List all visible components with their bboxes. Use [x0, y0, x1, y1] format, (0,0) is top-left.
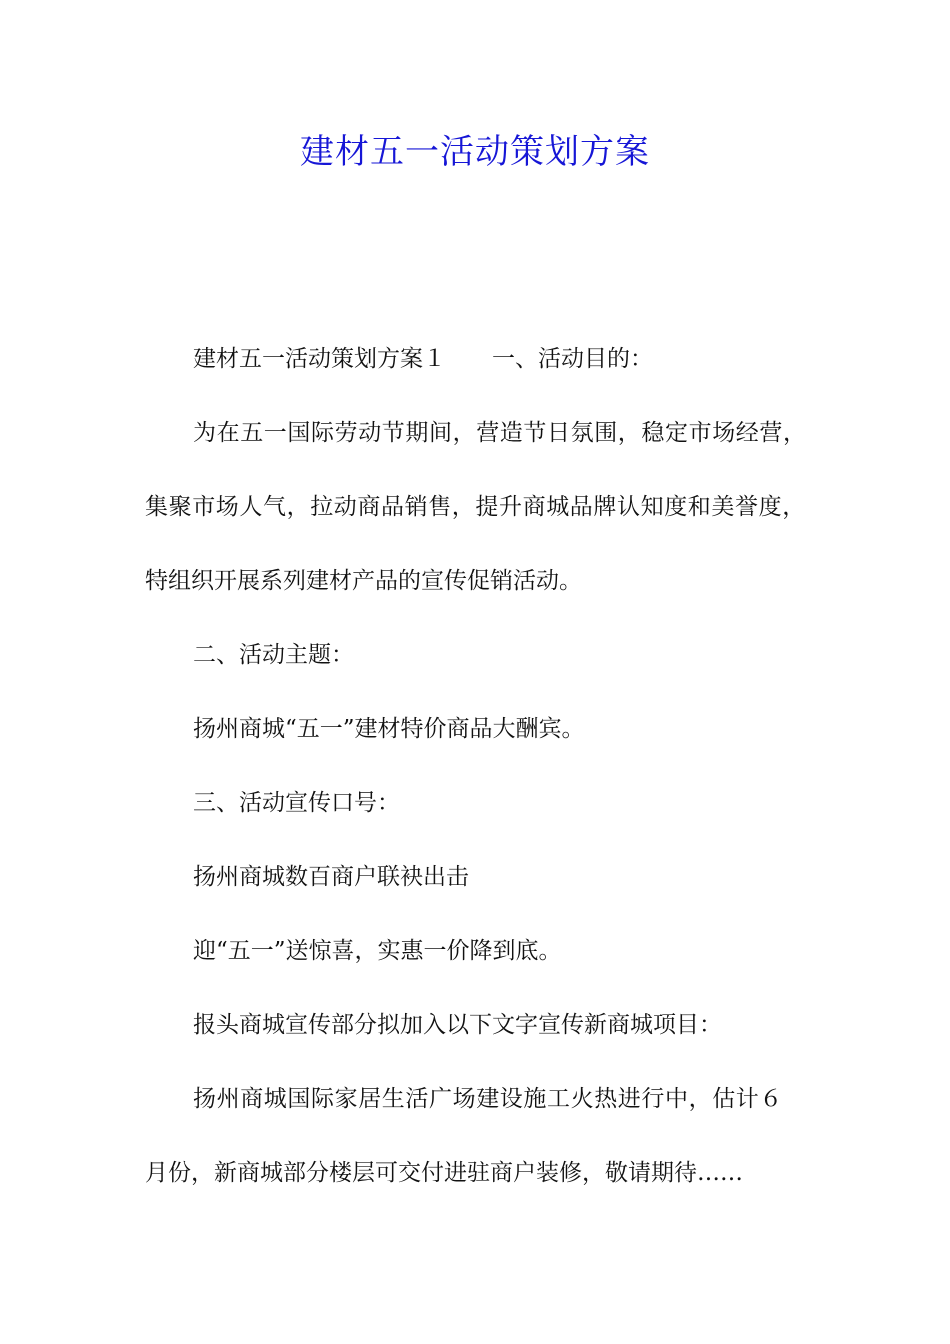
section-heading: 二、活动主题： — [193, 642, 354, 668]
document-body — [145, 335, 833, 1223]
paragraph-line: 集聚市场人气，拉动商品销售，提升商城品牌认知度和美誉度， — [145, 494, 806, 520]
section-heading: 三、活动宣传口号： — [193, 790, 400, 816]
paragraph-line: 月份，新商城部分楼层可交付进驻商户装修，敬请期待…… — [145, 1160, 743, 1186]
paragraph-line: 迎“五一”送惊喜，实惠一价降到底。 — [193, 938, 562, 964]
paragraph-line: 特组织开展系列建材产品的宣传促销活动。 — [145, 568, 582, 594]
paragraph-line: 为在五一国际劳动节期间，营造节日氛围，稳定市场经营， — [193, 420, 807, 446]
paragraph-line: 扬州商城数百商户联袂出击 — [193, 864, 469, 890]
paragraph-line: 报头商城宣传部分拟加入以下文字宣传新商城项目： — [193, 1012, 722, 1038]
paragraph-line: 建材五一活动策划方案１ 一、活动目的： — [193, 346, 653, 372]
paragraph-line: 扬州商城“五一”建材特价商品大酬宾。 — [193, 716, 585, 742]
paragraph-line: 扬州商城国际家居生活广场建设施工火热进行中，估计６ — [193, 1086, 783, 1112]
document-title: 建材五一活动策划方案 — [300, 132, 650, 172]
